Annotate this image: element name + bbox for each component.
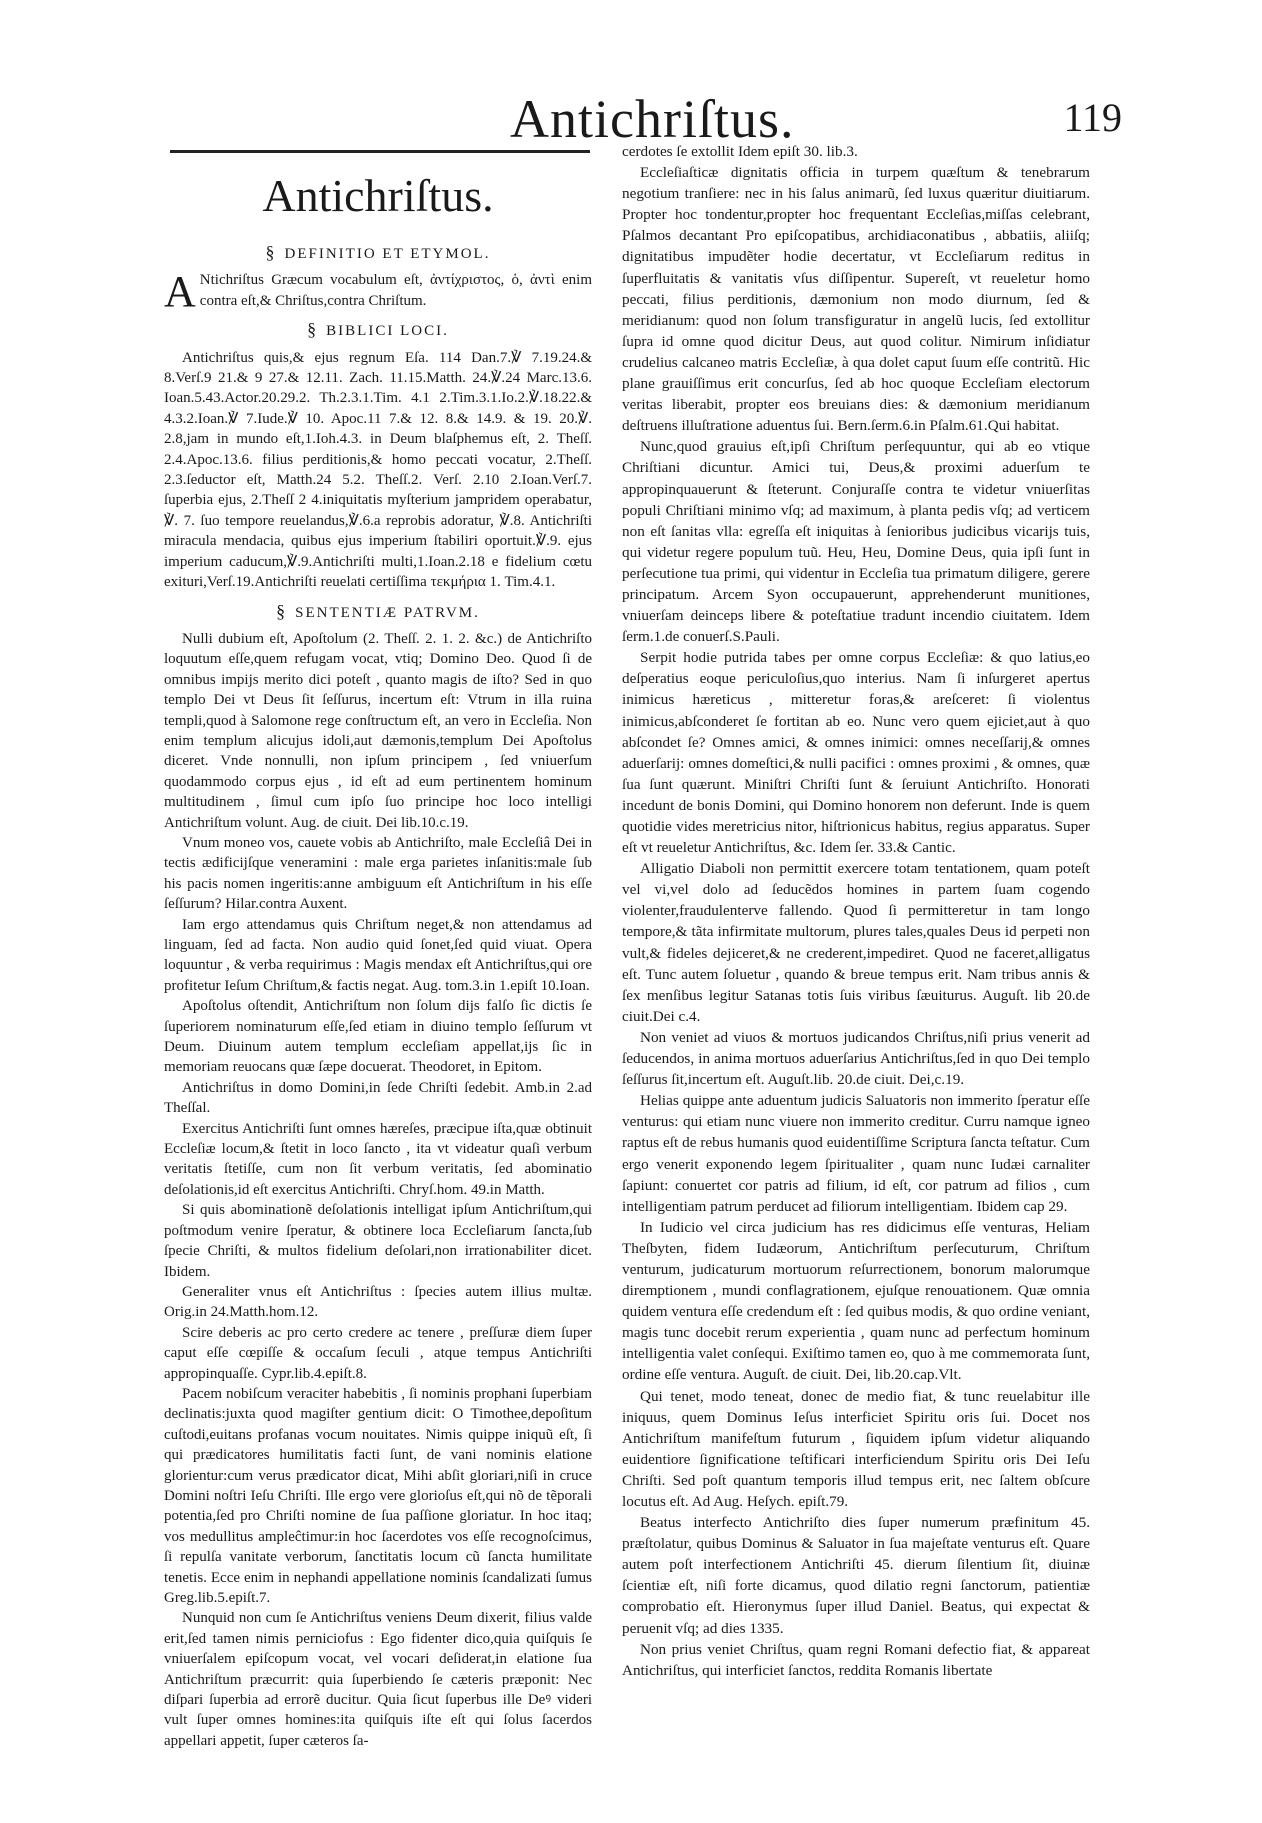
drop-cap: A — [164, 267, 196, 317]
body-paragraph: Apoſtolus oſtendit, Antichriſtum non ſolum dijs falſo ſic dictis ſe ſuperiorem nominaturum eſſe,ſed etiam in diuino templo ſeſſurum vt Deum. Diuinum autem templum eccleſiam appellat,ijs ſic in memoriam reuocans quæ ſæpe docuerat. Theodoret, in Epitom. — [164, 998, 592, 1076]
section-heading-sententiae: § SENTENTIÆ PATRVM. — [276, 600, 480, 621]
body-paragraph: Beatus interfecto Antichriſto dies ſuper numerum præfinitum 45. præſtolatur, quibus Dominus & Saluator in ſua majeſtate venturus eſt. Quare autem poſt interfectionem Antichriſti 45. dierum ſilentium ſit, diuinæ ſcientiæ eſt, niſi forte dicamus, quod dilatio regni ſanctorum, patientiæ comprobatio eſt. Hieronymus ſuper illud Daniel. Beatus, qui expectat & peruenit vſq; ad dies 1335. — [622, 1514, 1090, 1637]
section-heading-biblici: § BIBLICI LOCI. — [307, 319, 449, 340]
paragraph-mark-icon: § — [265, 242, 277, 262]
body-paragraph: Nunc,quod grauius eſt,ipſi Chriſtum perſequuntur, qui ab eo vtique Chriſtiani dicuntur. Amici tui, Deus,& proximi aduerſum te appropinquauerunt & ſteterunt. Conjuraſſe contra te videtur vniuerſitas populi Chriſtiani minimo vſq; ad maximum, à planta pedis vſq; ad verticem non eſt ſanitas vlla: egreſſa eſt iniquitas à ſenioribus judicibus vicarijs tuis, qui videtur regere populum tuũ. Heu, Heu, Domine Deus, quia ipſi ſunt in perſecutione tua primi, qui videntur in Eccleſia tua primatum diligere, gerere principatum. Arcem Syon occupauerunt, apprehenderunt munitiones, vniuerſam deinceps libere & poteſtatiue tradunt incendio ciuitatem. Idem ſerm.1.de conuerſ.S.Pauli. — [622, 438, 1090, 646]
paragraph-mark-icon: § — [276, 600, 288, 621]
body-paragraph: Eccleſiaſticæ dignitatis officia in turpem quæſtum & tenebrarum negotium tranſiere: nec in his ſalus animarũ, ſed luxus quæritur diuitiarum. Propter hoc tondentur,propter hoc frequentant Eccleſias,miſſas celebrant, Pſalmos decantant Pro epiſcopatibus, archidiaconatibus , abbatiis, aliiſq; dignitatibus impudẽter hodie decertatur, vt Eccleſiarum reditus in ſuperfluitatis & vanitatis vſus diſſipentur. Supereſt, vt reueletur homo peccati, filius perditionis, dæmonium non modo diurnum, ſed & meridianum: quod non ſolum transfiguratur in angelũ lucis, ſed extollitur ſupra id omne quod dicitur Deus, aut quod colitur. Nimirum inſidiatur crudelius calcaneo matris Eccleſiæ, à qua dolet caput ſuum eſſe contritũ. Hic plane grauiſſimus erit concurſus, ſed ab hoc quoque Eccleſiam electorum veritas liberabit, propter eos breuians dies: & dæmonium meridianum deſtruens illuſtratione aduentus ſui. Bern.ſerm.6.in Pſalm.61.Qui habitat. — [622, 164, 1090, 435]
body-paragraph: Generaliter vnus eſt Antichriſtus : ſpecies autem illius multæ. Orig.in 24.Matth.hom.12. — [164, 1283, 592, 1321]
body-paragraph: Non veniet ad viuos & mortuos judicandos Chriſtus,niſi prius venerit ad ſeducendos, in anima mortuos aduerſarius Antichriſtus,ſed in quo Dei templo ſeſſurus ſit,incertum eſt. Auguſt.lib. 20.de ciuit. Dei,c.19. — [622, 1028, 1090, 1089]
body-paragraph: Helias quippe ante aduentum judicis Saluatoris non immerito ſperatur eſſe venturus: qui etiam nunc viuere non immerito creditur. Curru namque igneo raptus eſt de rebus humanis quod euidentiſſime Scriptura ſancta teſtatur. Cum ergo venerit exponendo legem ſpiritualiter , quam nunc Iudæi carnaliter ſapiunt: conuertet cor patris ad filium, id eſt, cor patrum ad filios , cum intelligentiam patrum perducet ad filiorum intelligentiam. Ibidem cap 29. — [622, 1092, 1090, 1215]
body-paragraph: Alligatio Diaboli non permittit exercere totam tentationem, quam poteſt vel vi,vel dolo ad ſeducẽdos homines in partem ſuam cogendo violenter,fraudulenterve fallendo. Quod ſi permitteretur in tam longo tempore,& tãta infirmitate multorum, plures tales,quales Deus id perpeti non vult,& fideles dejiceret,& ne crederent,impediret. Quod ne faceret,alligatus eſt. Tunc autem ſoluetur , quando & breue tempus erit. Nam tribus annis & ſex menſibus legitur Satanas totis ſuis viribus ſæuiturus. Auguſt. lib 20.de ciuit.Dei c.4. — [622, 860, 1090, 1025]
paragraph-mark-icon: § — [307, 319, 319, 340]
left-column — [164, 158, 592, 1751]
header-rule — [170, 150, 590, 153]
body-paragraph: Si quis abominationẽ deſolationis intelligat ipſum Antichriſtum,qui poſtmodum venire ſperatur, & obtinere loca Eccleſiarum ſancta,ſub ſpecie Chriſti, & multos fidelium deſolari,non irrationabiliter dicet. Ibidem. — [164, 1202, 592, 1280]
body-paragraph: Iam ergo attendamus quis Chriſtum neget,& non attendamus ad linguam, ſed ad facta. Non audio quid ſonet,ſed quid viuat. Opera loquuntur , & verba requirimus : Magis mendax eſt Antichriſtus,qui ore profitetur Ieſum Chriſtum,& factis negat. Aug. tom.3.in 1.epiſt 10.Ioan. — [164, 916, 592, 994]
body-paragraph: Scire deberis ac pro certo credere ac tenere , preſſuræ diem ſuper caput eſſe cœpiſſe & occaſum ſeculi , atque tempus Antichriſti appropinquaſſe. Cypr.lib.4.epiſt.8. — [164, 1324, 592, 1382]
entry-title: Antichriſtus. — [262, 170, 494, 221]
biblici-paragraph: Antichriſtus quis,& ejus regnum Eſa. 114 Dan.7.℣ 7.19.24.& 8.Verſ.9 21.& 9 27.& 12.11. Zach. 11.15.Matth. 24.℣.24 Marc.13.6. Ioan.5.43.Actor.20.29.2. Th.2.3.1.Tim. 4.1 2.Tim.3.1.Io.2.℣.18.22.& 4.3.2.Ioan.℣ 7.Iude.℣ 10. Apoc.11 7.& 12. 8.& 14.9. & 19. 20.℣. 2.8,jam in mundo eſt,1.Ioh.4.3. in Deum blaſphemus eſt, 2. Theſſ. 2.4.Apoc.13.6. filius perditionis,& homo peccati vocatur, 2.Theſſ. 2.3.ſeductor eſt, Matth.24 5.2. Theſſ.2. Verſ. 2.10 2.Ioan.Verſ.7. ſuperbia ejus, 2.Theſſ 2 4.iniquitatis myſterium jampridem operabatur, ℣. 7. ſuo tempore reuelandus,℣.6.a reprobis adoratur, ℣.8. Antichriſti miracula mendacia, quibus ejus imperium ſtabiliri oportuit.℣.9. ejus imperium caducum,℣.9.Antichriſti multi,1.Ioan.2.18 e fidelium cœtu exituri,Verſ.19.Antichriſti reuelati certiſſima τεκμήρια 1. Tim.4.1. — [164, 349, 592, 591]
body-paragraph: In Iudicio vel circa judicium has res didicimus eſſe venturas, Heliam Theſbyten, fidem Iudæorum, Antichriſtum perſecuturum, Chriſtum venturum, judicaturum mortuorum reſurrectionem, bonorum malorumque diremptionem , mundi conflagrationem, ejuſque renouationem. Quæ omnia quidem ventura eſſe credendum eſt : ſed quibus modis, & quo ordine veniant, magis tunc docebit rerum experientia , quam nunc ad perfectum hominum intelligentia valet conſequi. Exiſtimo tamen eo, quo à me commemorata ſunt, ordine eſſe ventura. Auguſt. de ciuit. Dei, lib.20.cap.Vlt. — [622, 1218, 1090, 1384]
body-paragraph: Nunquid non cum ſe Antichriſtus veniens Deum dixerit, filius valde erit,ſed tamen nimis perniciofus : Ego fidenter dico,quia quiſquis ſe vniuerſalem epiſcopum vocat, vel vocari deſiderat,in elatione ſua Antichriſtum præcurrit: quia ſuperbiendo ſe cæteris præponit: Nec diſpari ſuperbia ad errorẽ ducitur. Quia ſicut ſuperbus ille Deꝰ videri vult ſuper omnes homines:ita quiſquis iſte eſt qui ſolus ſacerdos appellari appetit, ſuper cæteros ſa- — [164, 1610, 592, 1749]
body-paragraph: Nulli dubium eſt, Apoſtolum (2. Theſſ. 2. 1. 2. &c.) de Antichriſto loquutum eſſe,quem refugam vocat, vtiq; Domino Deo. Quod ſi de omnibus impijs merito dici poteſt , quanto magis de iſto? Sed in quo templo Dei vt Deus ſit ſeſſurus, incertum eſt: Vtrum in illa ruina templi,quod à Salomone rege conſtructum eſt, an vero in Eccleſia. Non enim templum alicujus idoli,aut dæmonis,templum Dei Apoſtolus diceret. Vnde nonnulli, non ipſum principem , ſed vniuerſum quodammodo corpus ejus , id eſt ad eum pertinentem hominum multitudinem , ſimul cum ipſo ſuo principe hoc loco intelligi Antichriſtum volunt. Aug. de ciuit. Dei lib.10.c.19. — [164, 630, 592, 831]
body-paragraph: Non prius veniet Chriſtus, quam regni Romani defectio fiat, & appareat Antichriſtus, qui interficiet ſanctos, reddita Romanis libertate — [622, 1640, 1090, 1679]
body-paragraph: Vnum moneo vos, cauete vobis ab Antichriſto, male Eccleſiâ Dei in tectis ædificijſque veneramini : male erga parietes inſanitis:male ſub his pacis nomen ingeritis:anne ambiguum eſt Antichriſtum in his eſſe ſeſſurum? Hilar.contra Auxent. — [164, 834, 592, 913]
body-paragraph: cerdotes ſe extollit Idem epiſt 30. lib.3. — [622, 143, 858, 160]
body-paragraph: Serpit hodie putrida tabes per omne corpus Eccleſiæ: & quo latius,eo deſperatius eoque periculoſius,quo interius. Nam ſi inſurgeret apertus inimicus hæreticus , mitteretur foras,& areſceret: ſi violentus inimicus,abſconderet ſe fortitan ab eo. Nunc vero quem ejiciet,aut à quo abſcondet ſe? Omnes amici, & omnes inimici: omnes neceſſarij,& omnes aduerſarij: omnes domeſtici,& nulli pacifici : omnes proximi , & omnes, quæ ſua ſunt quærunt. Miniſtri Chriſti ſunt & ſeruiunt Antichriſto. Honorati incedunt de bonis Domini, qui Domino honorem non deferunt. Inde is quem quotidie vides meretricius nitor, hiſtrionicus habitus, regius apparatus. Super eſt vt reueletur Antichriſtus, &c. Idem ſer. 33.& Cantic. — [622, 649, 1090, 857]
body-paragraph: Pacem nobiſcum veraciter habebitis , ſi nominis prophani ſuperbiam declinatis:juxta quod magiſter gentium dicit: O Timothee,depoſitum cuſtodi,euitans profanas vocum nouitates. Nimis quippe iniquũ eſt, ſi qui prædicatores humilitatis facti ſunt, de vani nominis elatione glorientur:cum verus prædicator dicat, Mihi abſit gloriari,niſi in cruce Domini noſtri Ieſu Chriſti. Ille ergo vere glorioſus eſt,qui nõ de tẽporali potentia,ſed pro Chriſti nomine de ſua paſſione gloriatur. In hoc itaq; vos medullitus ampleĉtimur:in hoc ſacerdotes vos eſſe recognoſcimus, ſi repulſa vanitate verborum, ſanctitatis locum cũ ſancta humilitate tenetis. Ecce enim in nephandi appellatione nominis ſcandalizati ſumus Greg.lib.5.epiſt.7. — [164, 1385, 592, 1606]
body-paragraph: Antichriſtus in domo Domini,in ſede Chriſti ſedebit. Amb.in 2.ad Theſſal. — [164, 1079, 592, 1117]
right-column — [622, 141, 1090, 1681]
definitio-paragraph: A Ntichriſtus Græcum vocabulum eſt, ἀντίχριστος, ὁ, ἀντὶ enim contra eſt,& Chriſtus,contra Chriſtum. — [164, 267, 592, 317]
running-title: Antichriſtus. — [510, 89, 795, 149]
page-number: 119 — [1063, 95, 1122, 140]
body-paragraph: Exercitus Antichriſti ſunt omnes hæreſes, præcipue iſta,quæ obtinuit Eccleſiæ locum,& ſtetit in loco ſancto , ita vt videatur quaſi verbum veritatis ſtetiſſe, cum non ſit verbum veritatis, ſed abominatio deſolationis,id eſt exercitus Antichriſti. Chryſ.hom. 49.in Matth. — [164, 1120, 592, 1198]
body-paragraph: Qui tenet, modo teneat, donec de medio fiat, & tunc reuelabitur ille iniquus, quem Dominus Ieſus interficiet Spiritu oris ſui. Docet nos Antichriſtum manifeſtum futurum , ſiquidem ipſum videtur aliquando euidentiore ſignificatione teſtificari interficiendum Spiritu oris Dei Ieſu Chriſti. Sed poſt quantum temporis illud tempus erit, nec ſaltem obſcure locutus eſt. Ad Aug. Heſych. epiſt.79. — [622, 1387, 1090, 1510]
section-heading-definitio: § DEFINITIO ET ETYMOL. — [265, 242, 491, 262]
